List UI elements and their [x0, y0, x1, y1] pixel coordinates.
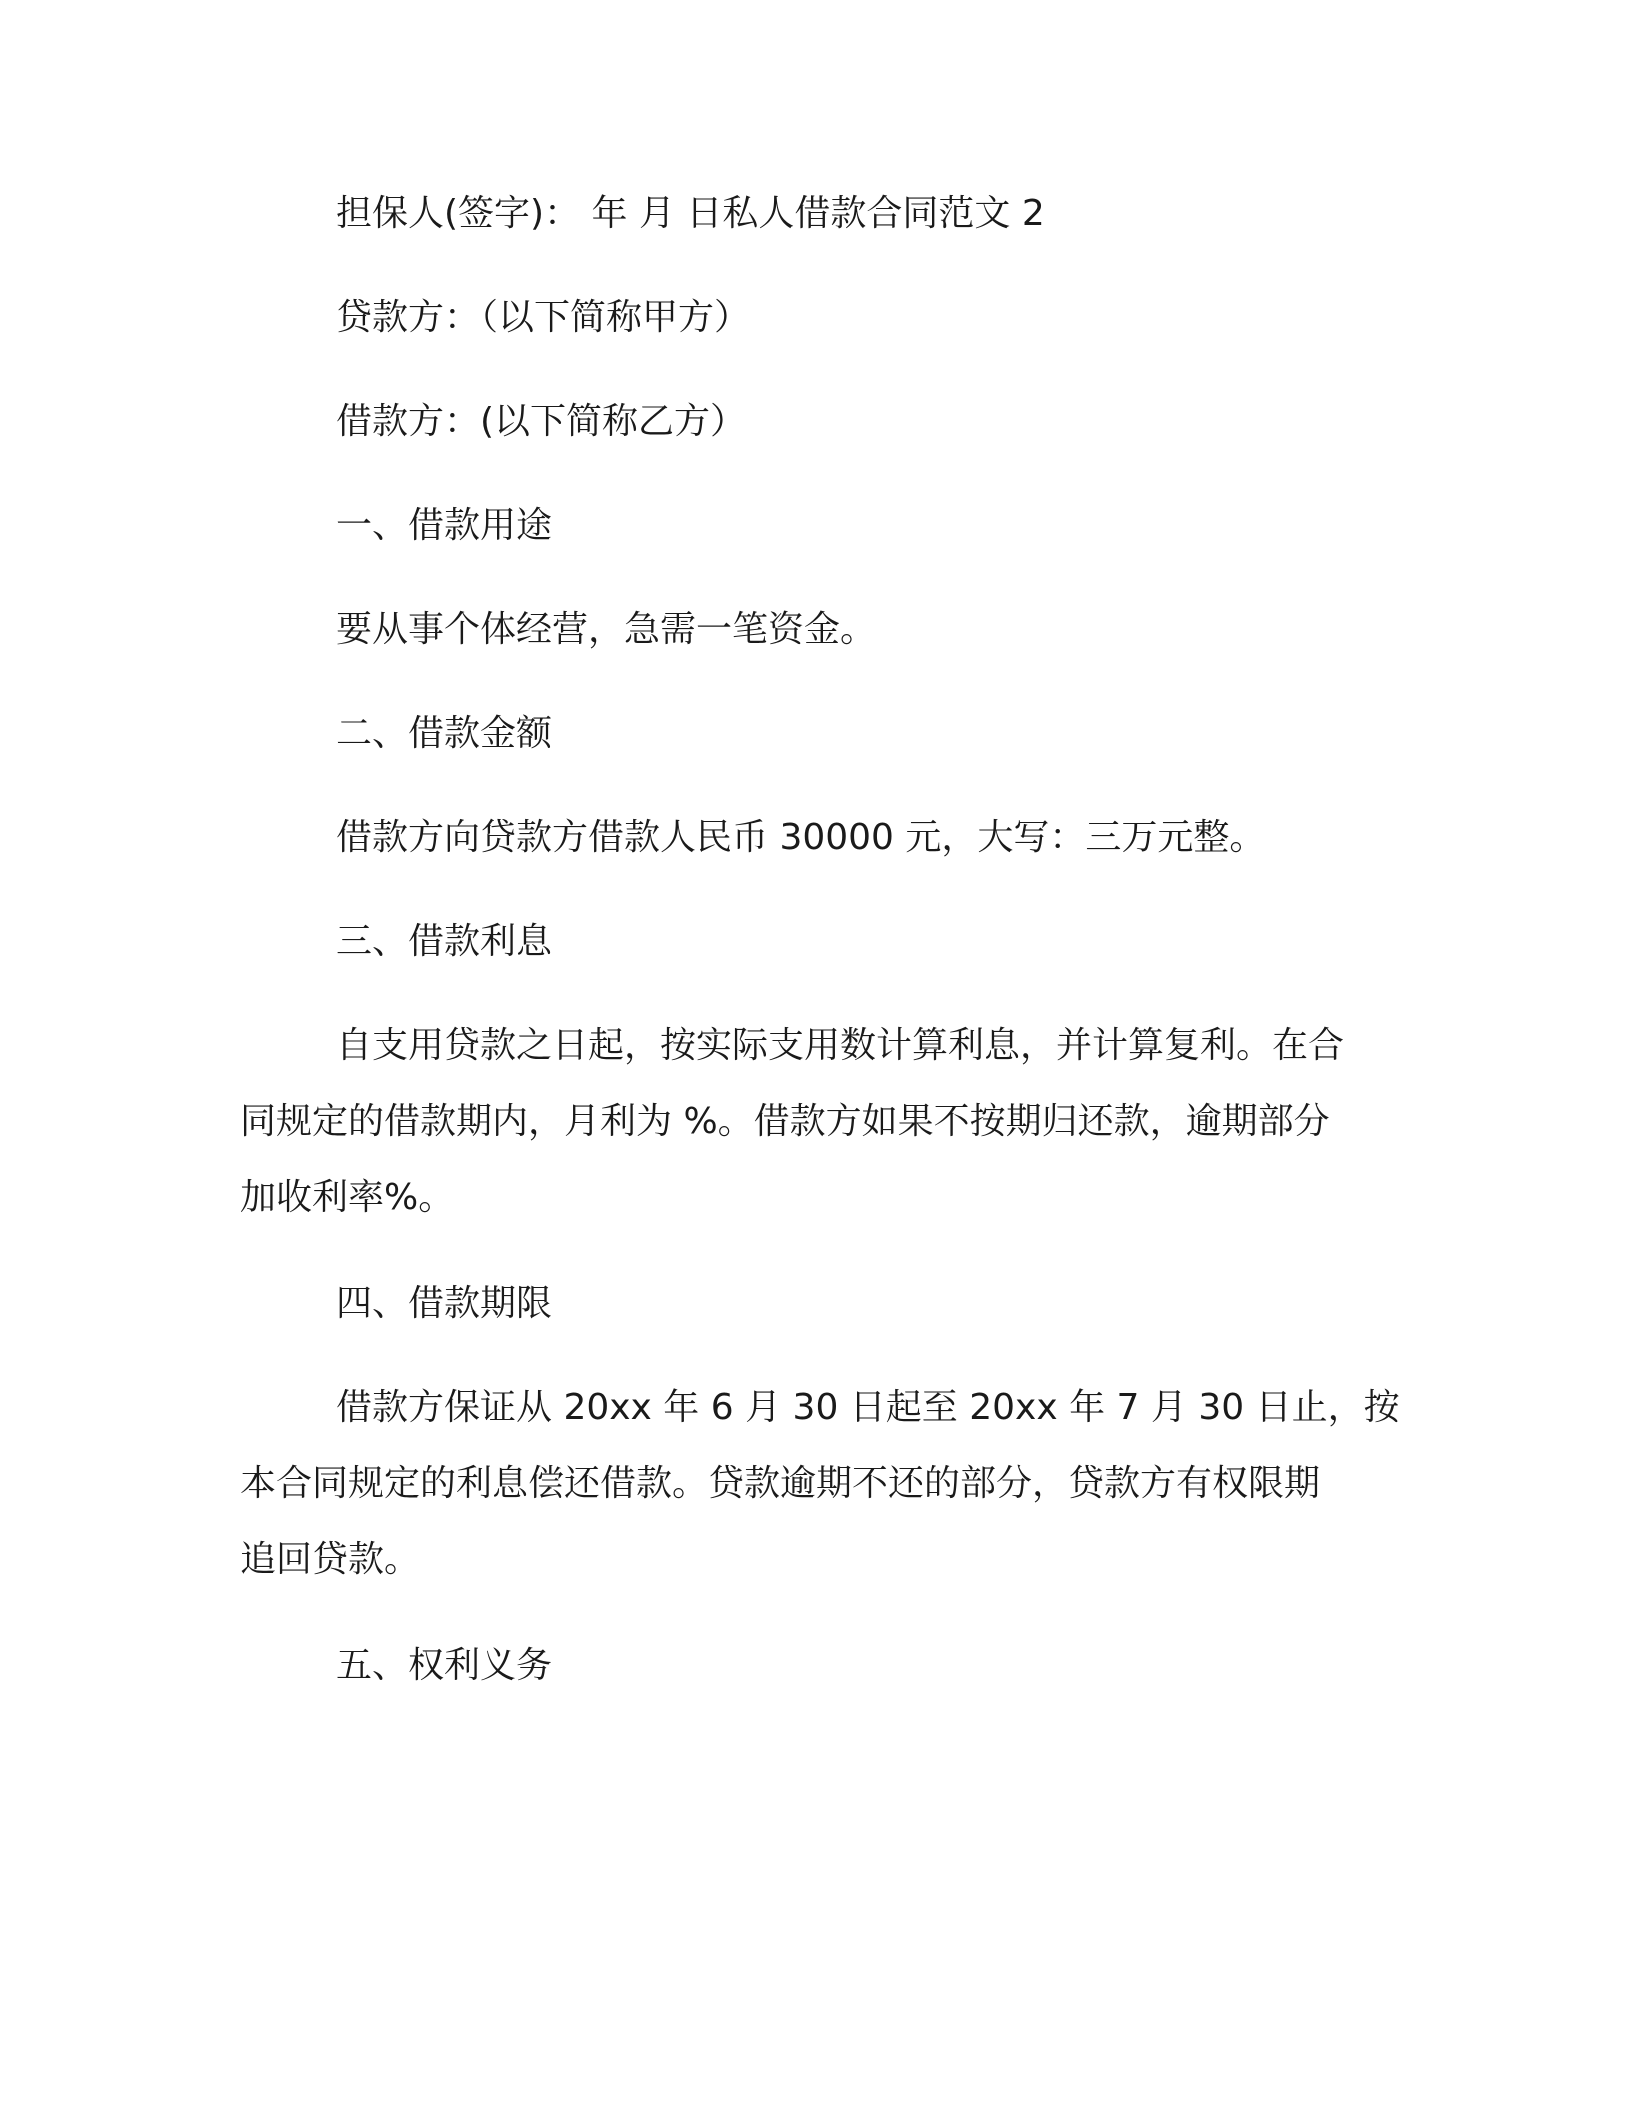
borrower-line: 借款方：(以下简称乙方） — [336, 401, 747, 442]
section-4-body-line: 追回贷款。 — [240, 1539, 421, 1580]
section-3-title: 三、借款利息 — [336, 921, 553, 962]
section-4-title: 四、借款期限 — [336, 1283, 553, 1324]
section-2-title: 二、借款金额 — [336, 713, 553, 754]
section-1-body: 要从事个体经营，急需一笔资金。 — [336, 609, 877, 650]
section-3-body — [240, 1008, 1400, 1236]
guarantor-signature-line: 担保人(签字)： 年 月 日私人借款合同范文 2 — [336, 193, 1045, 234]
section-5-title: 五、权利义务 — [336, 1645, 553, 1686]
section-3-body-line: 加收利率%。 — [240, 1177, 455, 1218]
section-4-body-line: 本合同规定的利息偿还借款。贷款逾期不还的部分，贷款方有权限期 — [240, 1463, 1321, 1504]
section-3-body-line: 自支用贷款之日起，按实际支用数计算利息，并计算复利。在合 — [336, 1025, 1345, 1066]
section-4-body-line: 借款方保证从 20xx 年 6 月 30 日起至 20xx 年 7 月 30 日止，按 — [336, 1387, 1400, 1428]
section-1-title: 一、借款用途 — [336, 505, 553, 546]
section-3-body-line: 同规定的借款期内，月利为 %。借款方如果不按期归还款，逾期部分 — [240, 1101, 1330, 1142]
section-4-body — [240, 1370, 1400, 1598]
section-2-body: 借款方向贷款方借款人民币 30000 元，大写：三万元整。 — [336, 817, 1266, 858]
lender-line: 贷款方：（以下简称甲方） — [336, 297, 751, 338]
